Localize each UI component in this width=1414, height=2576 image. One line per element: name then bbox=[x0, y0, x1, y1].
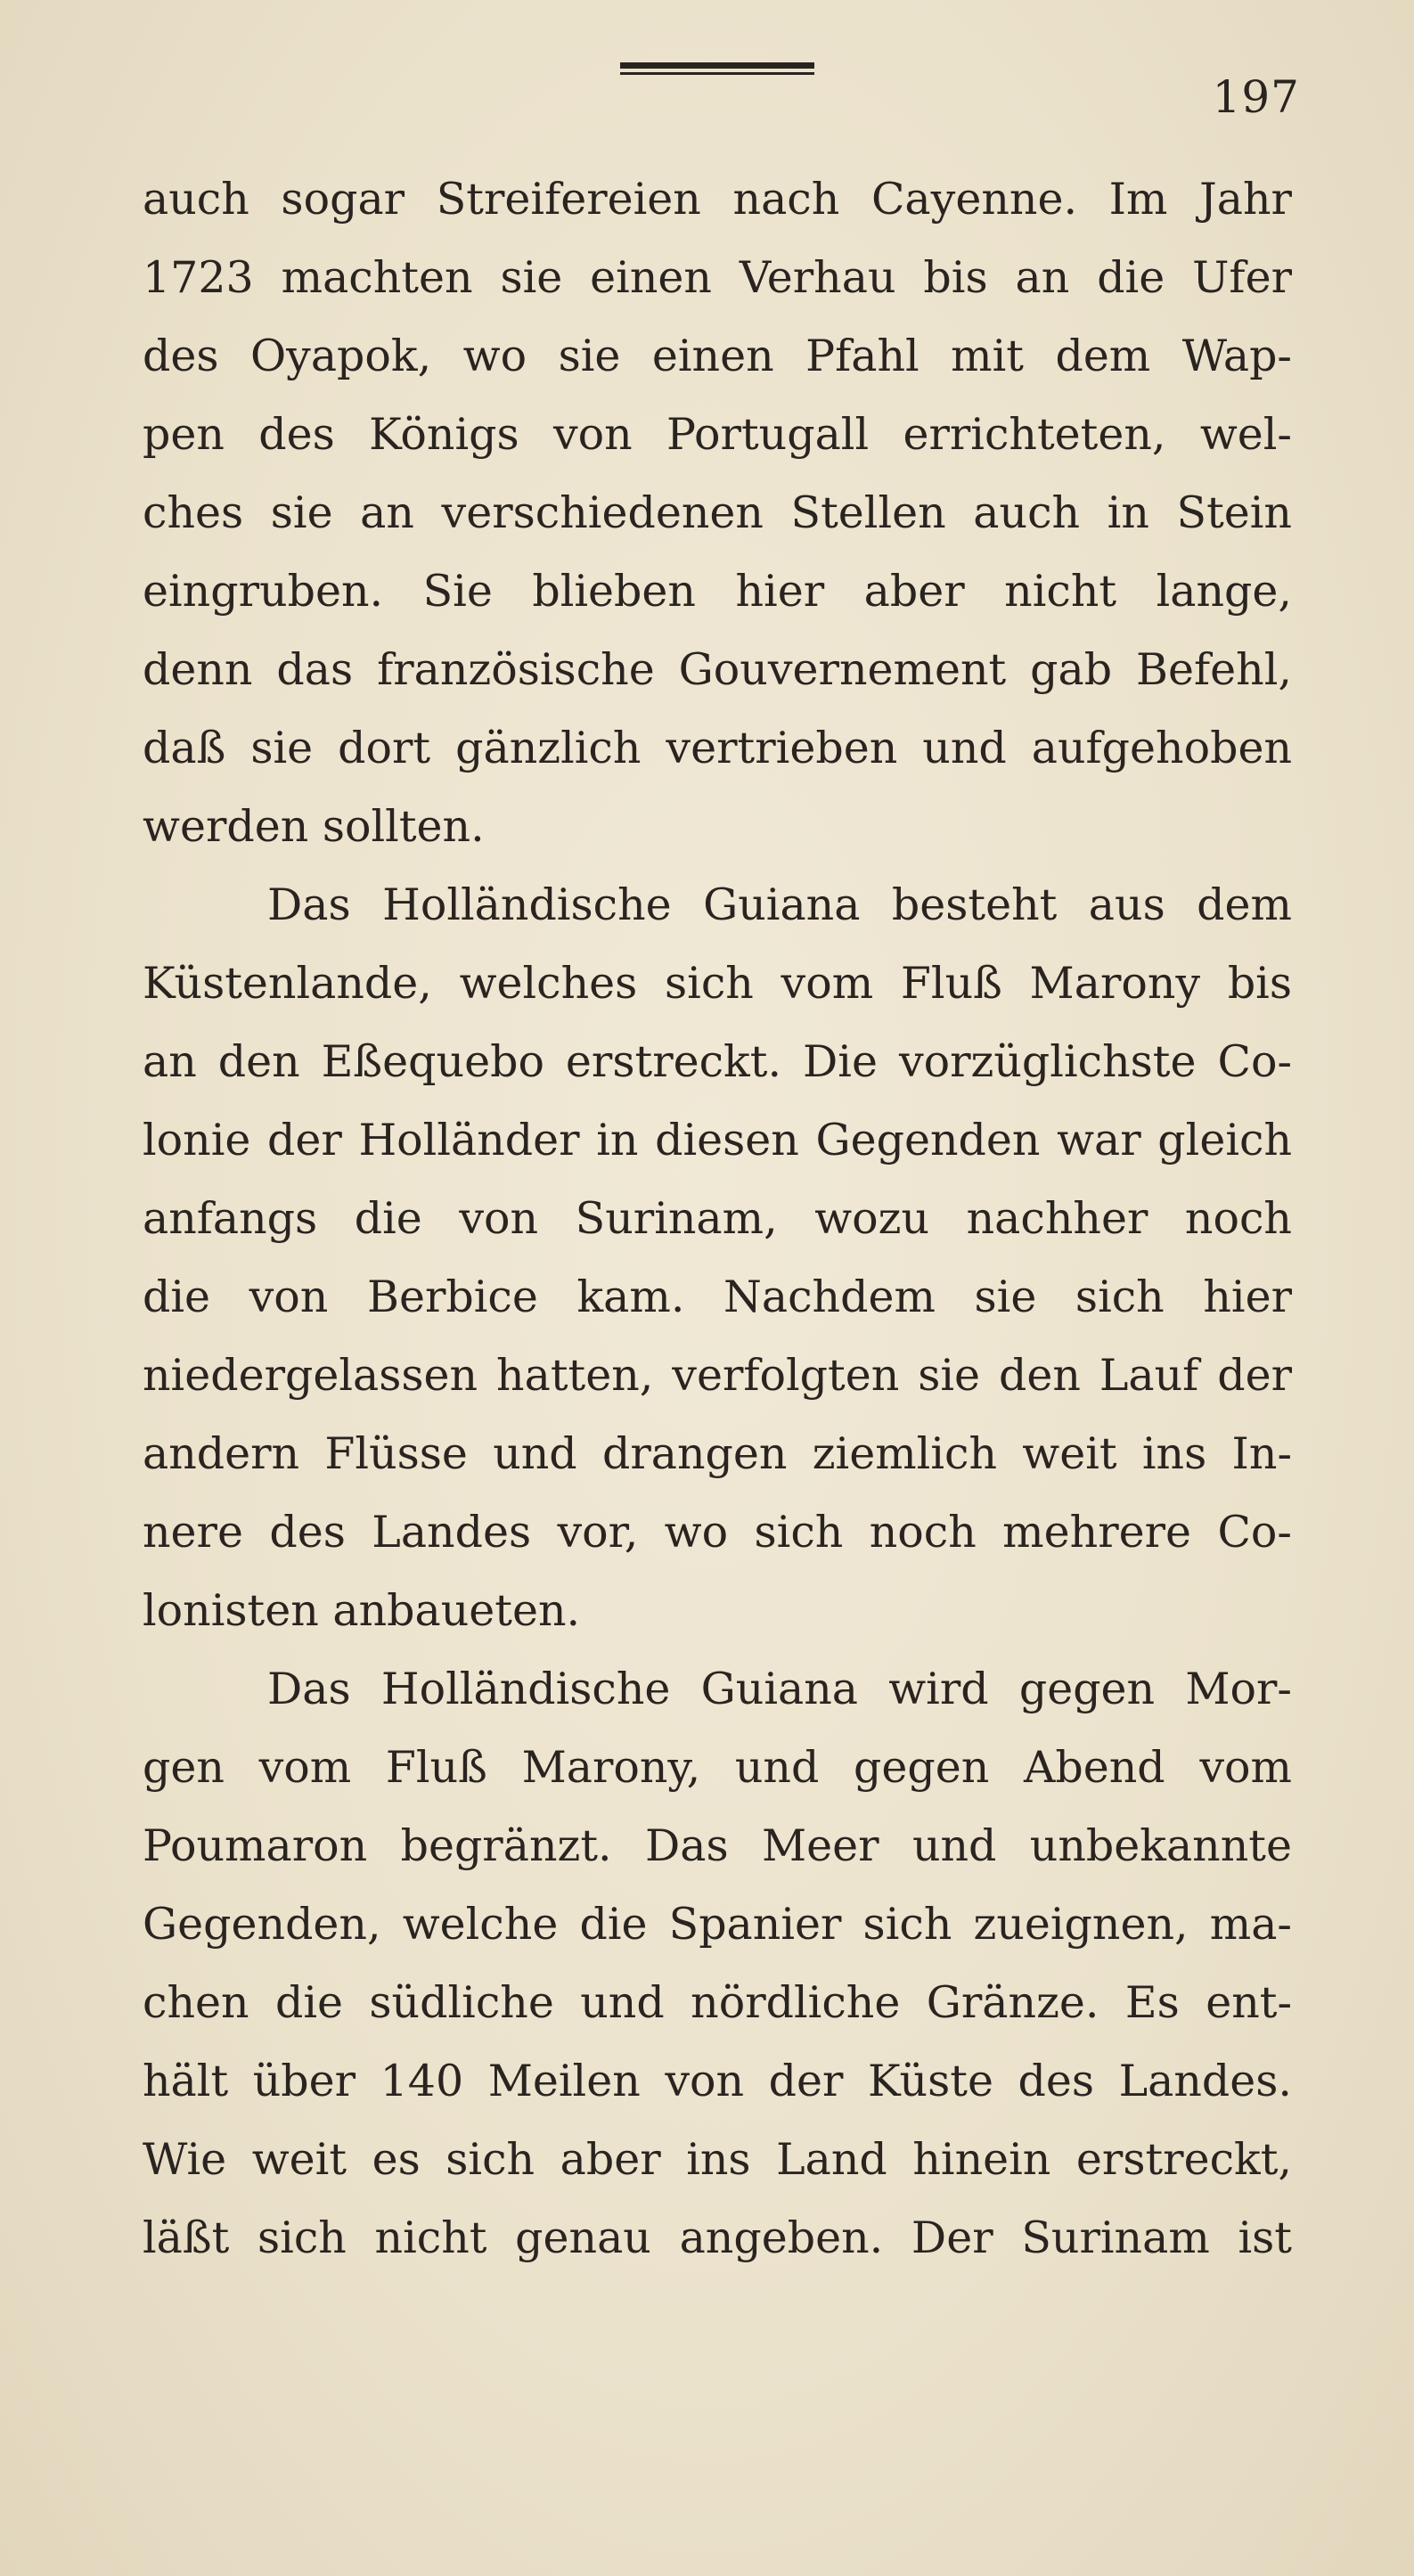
text-line: lonie der Holländer in diesen Gegenden war gleich bbox=[143, 1115, 1292, 1165]
text-line: hält über 140 Meilen von der Küste des Landes. bbox=[143, 2056, 1292, 2106]
text-line: Poumaron begränzt. Das Meer und unbekannte bbox=[143, 1820, 1292, 1871]
paragraph-start-line: Das Holländische Guiana besteht aus dem bbox=[267, 879, 1292, 930]
text-line: andern Flüsse und drangen ziemlich weit ins In- bbox=[143, 1428, 1292, 1479]
text-line: denn das französische Gouvernement gab Befehl, bbox=[143, 644, 1292, 695]
text-line: lonisten anbaueten. bbox=[143, 1585, 581, 1636]
text-line: niedergelassen hatten, verfolgten sie den Lauf der bbox=[143, 1350, 1292, 1401]
text-line: Gegenden, welche die Spanier sich zueignen, ma- bbox=[143, 1899, 1292, 1950]
text-line: 1723 machten sie einen Verhau bis an die Ufer bbox=[143, 252, 1292, 303]
paragraph-start-line: Das Holländische Guiana wird gegen Mor- bbox=[267, 1664, 1292, 1714]
text-line: gen vom Fluß Marony, und gegen Abend vom bbox=[143, 1742, 1292, 1793]
text-line: Küstenlande, welches sich vom Fluß Marony bis bbox=[143, 958, 1292, 1009]
text-line: ches sie an verschiedenen Stellen auch in Stein bbox=[143, 487, 1292, 538]
text-line: daß sie dort gänzlich vertrieben und aufgehoben bbox=[143, 723, 1292, 773]
text-line: werden sollten. bbox=[143, 801, 485, 852]
text-line: eingruben. Sie blieben hier aber nicht lange, bbox=[143, 566, 1292, 617]
text-line: des Oyapok, wo sie einen Pfahl mit dem Wap- bbox=[143, 331, 1292, 381]
text-line: pen des Königs von Portugall errichteten, wel- bbox=[143, 409, 1292, 460]
header-rule bbox=[620, 62, 814, 75]
text-line: die von Berbice kam. Nachdem sie sich hier bbox=[143, 1272, 1292, 1322]
text-line: Wie weit es sich aber ins Land hinein erstreckt, bbox=[143, 2134, 1292, 2185]
text-line: chen die südliche und nördliche Gränze. Es ent- bbox=[143, 1977, 1292, 2028]
text-line: an den Eßequebo erstreckt. Die vorzüglichste Co- bbox=[143, 1036, 1292, 1087]
text-line: läßt sich nicht genau angeben. Der Surinam ist bbox=[143, 2212, 1292, 2263]
text-line: auch sogar Streifereien nach Cayenne. Im Jahr bbox=[143, 174, 1292, 225]
text-line: anfangs die von Surinam, wozu nachher noch bbox=[143, 1193, 1292, 1244]
body-text bbox=[143, 160, 1292, 2278]
page-number: 197 bbox=[1212, 71, 1300, 123]
text-line: nere des Landes vor, wo sich noch mehrere Co- bbox=[143, 1507, 1292, 1558]
